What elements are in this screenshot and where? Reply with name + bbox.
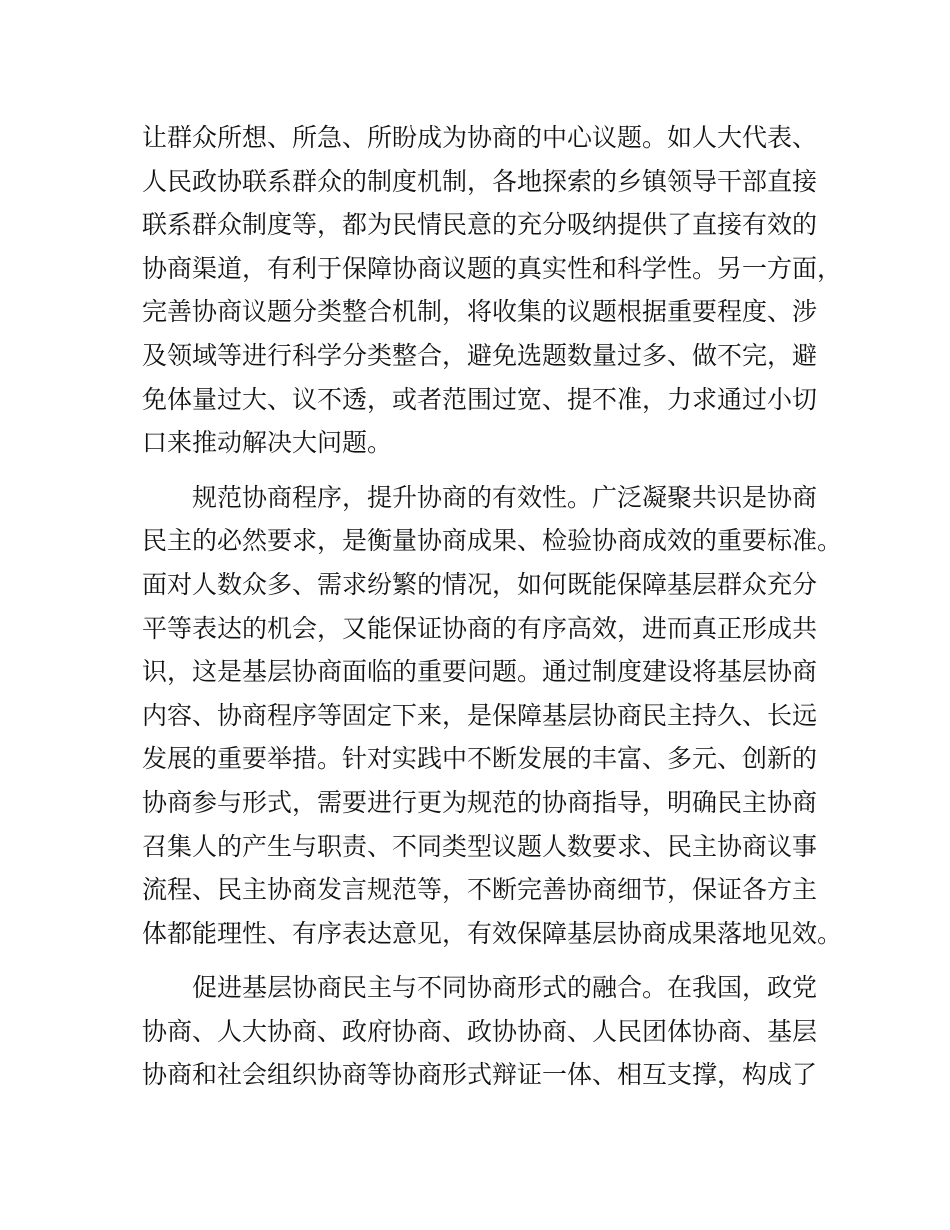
document-body bbox=[142, 116, 843, 1097]
text-line: 协商、人大协商、政府协商、政协协商、人民团体协商、基层 bbox=[142, 1016, 818, 1046]
text-line: 内容、协商程序等固定下来，是保障基层协商民主持久、长远 bbox=[142, 700, 818, 730]
paragraph-spacer bbox=[142, 955, 832, 966]
text-line: 平等表达的机会，又能保证协商的有序高效，进而真正形成共 bbox=[142, 613, 818, 643]
text-line: 面对人数众多、需求纷繁的情况，如何既能保障基层群众充分 bbox=[142, 569, 818, 599]
text-line: 口来推动解决大问题。 bbox=[142, 428, 393, 458]
text-line: 发展的重要举措。针对实践中不断发展的丰富、多元、创新的 bbox=[142, 744, 818, 774]
text-line: 协商和社会组织协商等协商形式辩证一体、相互支撑，构成了 bbox=[142, 1060, 818, 1090]
text-line-first: 规范协商程序，提升协商的有效性。广泛凝聚共识是协商 bbox=[192, 482, 818, 512]
text-line: 让群众所想、所急、所盼成为协商的中心议题。如人大代表、 bbox=[142, 123, 818, 152]
paragraph-spacer bbox=[142, 465, 832, 476]
text-line: 民主的必然要求，是衡量协商成果、检验协商成效的重要标准。 bbox=[142, 526, 843, 556]
text-line: 召集人的产生与职责、不同类型议题人数要求、民主协商议事 bbox=[142, 831, 818, 861]
paragraph-2 bbox=[142, 476, 843, 956]
text-line: 协商参与形式，需要进行更为规范的协商指导，明确民主协商 bbox=[142, 787, 818, 817]
paragraph-3 bbox=[142, 966, 832, 1097]
text-line: 完善协商议题分类整合机制，将收集的议题根据重要程度、涉 bbox=[142, 297, 818, 327]
text-line-first: 促进基层协商民主与不同协商形式的融合。在我国，政党 bbox=[192, 973, 818, 1003]
text-line: 联系群众制度等，都为民情民意的充分吸纳提供了直接有效的 bbox=[142, 210, 818, 240]
text-line: 流程、民主协商发言规范等，不断完善协商细节，保证各方主 bbox=[142, 875, 818, 905]
paragraph-1 bbox=[142, 116, 843, 465]
text-line: 体都能理性、有序表达意见，有效保障基层协商成果落地见效。 bbox=[142, 918, 843, 948]
text-line: 免体量过大、议不透，或者范围过宽、提不准，力求通过小切 bbox=[142, 384, 818, 414]
text-line: 及领域等进行科学分类整合，避免选题数量过多、做不完，避 bbox=[142, 340, 818, 370]
text-line: 识，这是基层协商面临的重要问题。通过制度建设将基层协商 bbox=[142, 657, 818, 687]
text-line: 人民政协联系群众的制度机制，各地探索的乡镇领导干部直接 bbox=[142, 166, 818, 196]
text-line: 协商渠道，有利于保障协商议题的真实性和科学性。另一方面， bbox=[142, 253, 843, 283]
